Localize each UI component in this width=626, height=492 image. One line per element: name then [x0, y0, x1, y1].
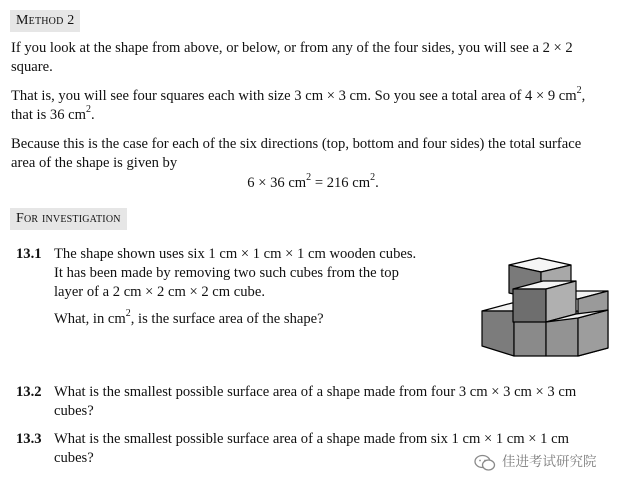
method-heading: Method 2 — [10, 10, 80, 32]
question-number: 13.2 — [16, 384, 42, 400]
question-number: 13.1 — [16, 246, 42, 262]
question-text: What is the smallest possible surface area of a shape made from six 1 cm × 1 cm × 1 cm cubes? — [54, 431, 569, 466]
paragraph-directions-line2: area of the shape is given by — [11, 155, 178, 171]
paragraph-view-line1: If you look at the shape from above, or below, or from any of the four sides, you will see a 2 × 2 — [11, 40, 573, 56]
paragraph-area-line1: That is, you will see four squares each with size 3 cm × 3 cm. So you see a total area of 4 × 9 $cm^2$, — [11, 85, 586, 104]
paragraph-area-line2: that is 36 $cm^2$. — [11, 104, 95, 123]
wechat-icon — [474, 454, 496, 472]
watermark-text: 佳进考试研究院 — [502, 454, 597, 470]
watermark — [474, 453, 597, 472]
question-text: What is the smallest possible surface area of a shape made from four 3 cm × 3 cm × 3 cm cubes? — [54, 384, 577, 419]
question-text: The shape shown uses six 1 cm × 1 cm × 1 cm wooden cubes. It has been made by removing two such cubes from the top layer of a 2 cm × 2 cm × 2 cm cube. What, in $cm^2$, is the surface area of the shape? — [54, 246, 417, 327]
question-number: 13.3 — [16, 431, 42, 447]
paragraph-view-line2: square. — [11, 59, 53, 75]
stacked-cubes-figure — [476, 255, 610, 367]
total-area-formula: 6 × 36 $cm^2 = 216$ $cm^2$. — [247, 172, 379, 191]
paragraph-view — [11, 39, 615, 77]
paragraph-directions — [11, 135, 615, 173]
investigation-heading: For investigation — [10, 208, 127, 230]
paragraph-area — [11, 87, 615, 125]
paragraph-directions-line1: Because this is the case for each of the six directions (top, bottom and four sides) the total surface — [11, 136, 582, 152]
